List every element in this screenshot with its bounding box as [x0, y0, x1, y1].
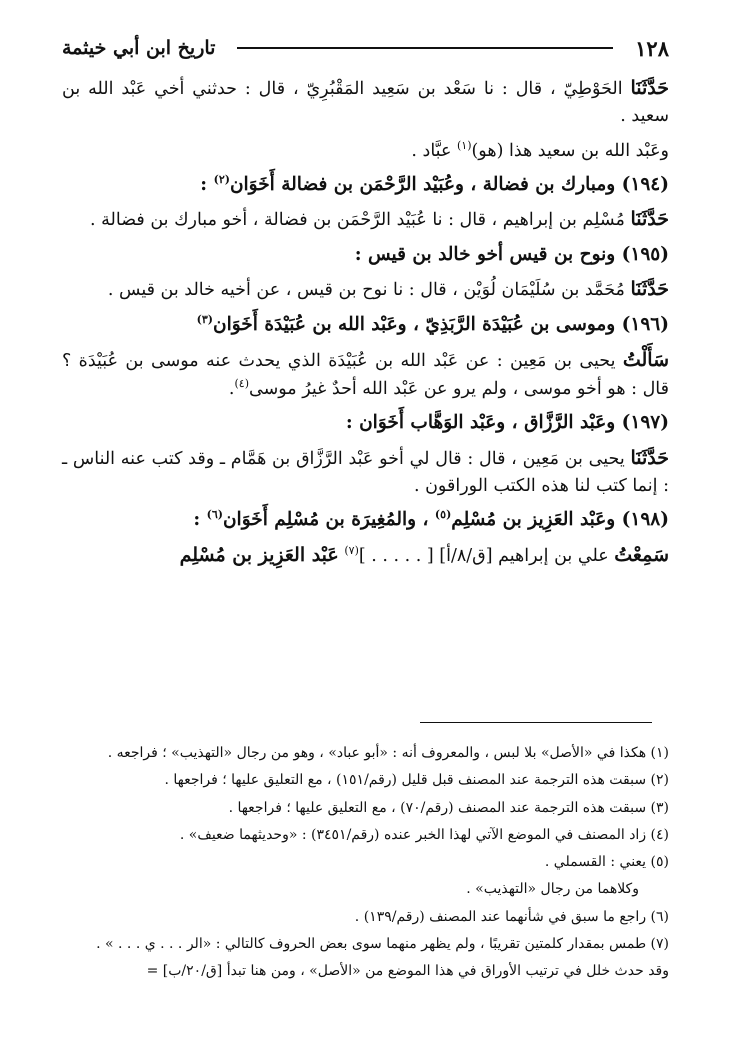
paragraph-lead: حَدَّثَنَا — [630, 446, 669, 469]
heading-text: (١٩٧) وعَبْد الرَّزَّاق ، وعَبْد الوَهَّاب أَخَوَان : — [345, 412, 669, 434]
footnote-3: (٣) سبقت هذه الترجمة عند المصنف (رقم/٧٠) ، مع التعليق عليها ؛ فراجعها . — [228, 799, 669, 816]
footnote-ref-7[interactable]: (٧) — [344, 544, 359, 558]
paragraph-2 — [62, 137, 669, 165]
footnote-ref-5[interactable]: (٥) — [434, 508, 452, 522]
paragraph-lead: حَدَّثَنَا — [630, 208, 669, 231]
heading-text: (١٩٨) وعَبْد العَزِيز بن مُسْلِم — [451, 509, 669, 531]
footnote-ref-4[interactable]: (٤) — [234, 377, 249, 391]
paragraph-text: الحَوْطِيّ ، قال : نا سَعْد بن سَعِيد المَقْبُرِيّ ، قال : حدثني أخي عَبْد الله بن سعيد . — [62, 79, 669, 127]
paragraph-lead: حَدَّثَنَا — [630, 278, 669, 301]
paragraph-text: مُحَمَّد بن سُلَيْمَان لُوَيْن ، قال : نا نوح بن قيس ، عن أخيه خالد بن قيس . — [107, 280, 625, 301]
paragraph-text: يحيى بن مَعِين : عن عَبْد الله بن عُبَيْدَة الذي يحدث عنه موسى بن عُبَيْدَة ؟ قال : هو أخو موسى ، ولم يرو عن عَبْد الله أحدٌ غيرُ موسى — [62, 350, 669, 399]
footnote-7-continuation: وقد حدث خلل في ترتيب الأوراق في هذا الموضع من «الأصل» ، ومن هنا تبدأ [ق/٢٠/ب] = — [146, 963, 669, 980]
book-title: تاريخ ابن أبي خيثمة — [62, 37, 216, 59]
paragraph-4 — [62, 275, 669, 304]
entry-heading-198 — [62, 506, 669, 535]
header-rule — [237, 47, 613, 49]
footnote-1: (١) هكذا في «الأصل» بلا لبس ، والمعروف أنه : «أبو عباد» ، وهو من رجال «التهذيب» ؛ فراجعه . — [107, 745, 669, 761]
footnote-divider — [420, 722, 652, 723]
paragraph-text: مُسْلِم بن إبراهيم ، قال : نا عُبَيْد الرَّحْمَن بن فضالة ، أخو مبارك بن فضالة . — [90, 210, 625, 231]
paragraph-lead: سَأَلْتُ — [622, 348, 669, 371]
footnote-2: (٢) سبقت هذه الترجمة عند المصنف قبل قليل (رقم/١٥١) ، مع التعليق عليها ؛ فراجعها . — [164, 772, 669, 789]
footnote-4: (٤) زاد المصنف في الموضع الآتي لهذا الخبر عنده (رقم/٣٤٥١) : «وحديثهما ضعيف» . — [179, 826, 669, 843]
entry-heading-194 — [62, 171, 669, 200]
entry-heading-195 — [62, 241, 669, 270]
paragraph-6 — [62, 444, 669, 501]
paragraph-lead: حَدَّثَنَا — [630, 77, 669, 99]
page-number: ١٢٨ — [635, 35, 669, 61]
paragraph-text: وعَبْد الله بن سعيد هذا (هو) — [471, 140, 669, 161]
paragraph-lead: سَمِعْتُ — [614, 544, 669, 567]
footnote-6: (٦) راجع ما سبق في شأنهما عند المصنف (رقم/١٣٩) . — [354, 908, 669, 925]
heading-text: (١٩٥) ونوح بن قيس أخو خالد بن قيس : — [354, 243, 669, 265]
entry-heading-197 — [62, 409, 669, 438]
footnote-ref-1[interactable]: (١) — [456, 138, 472, 152]
paragraph-text: عَبْد العَزِيز بن مُسْلِم — [179, 544, 339, 567]
footnote-5: (٥) يعني : القسملي . — [544, 854, 669, 871]
paragraph-3 — [62, 205, 669, 234]
footnote-7: (٧) طمس بمقدار كلمتين تقريبًا ، ولم يظهر منهما سوى بعض الحروف كالتالي : «الر . . . ي . . . » . — [96, 936, 669, 953]
footnote-ref-3[interactable]: (٣) — [196, 312, 214, 326]
paragraph-text: . — [228, 378, 235, 399]
paragraph-text: علي بن إبراهيم [ق/٨/أ] [ . . . . . ] — [358, 546, 609, 567]
footnote-5-continuation: وكلاهما من رجال «التهذيب» . — [466, 881, 639, 898]
footnote-ref-6[interactable]: (٦) — [206, 508, 223, 522]
footnotes — [62, 740, 669, 986]
heading-text: : — [193, 509, 201, 531]
heading-text: ، والمُغِيرَة بن مُسْلِم أَخَوَان — [222, 509, 429, 531]
main-text — [62, 74, 669, 577]
heading-text: (١٩٦) وموسى بن عُبَيْدَة الرَّبَذِيّ ، وعَبْد الله بن عُبَيْدَة أَخَوَان — [213, 314, 669, 336]
footnote-ref-2[interactable]: (٢) — [213, 172, 230, 186]
paragraph-1 — [62, 74, 669, 131]
paragraph-text: يحيى بن مَعِين ، قال : قال لي أخو عَبْد الرَّزَّاق بن هَمَّام ـ وقد كتب عنه الناس ـ : إنما كتب لنا هذه الكتب الوراقون . — [62, 448, 669, 497]
heading-text: (١٩٤) ومبارك بن فضالة ، وعُبَيْد الرَّحْمَن بن فضالة أَخَوَان — [229, 173, 669, 195]
entry-heading-196 — [62, 311, 669, 340]
heading-text: : — [200, 173, 208, 195]
paragraph-5 — [62, 346, 669, 403]
paragraph-7 — [62, 541, 669, 570]
page-header — [62, 28, 669, 68]
paragraph-text: عبَّاد . — [411, 140, 452, 161]
